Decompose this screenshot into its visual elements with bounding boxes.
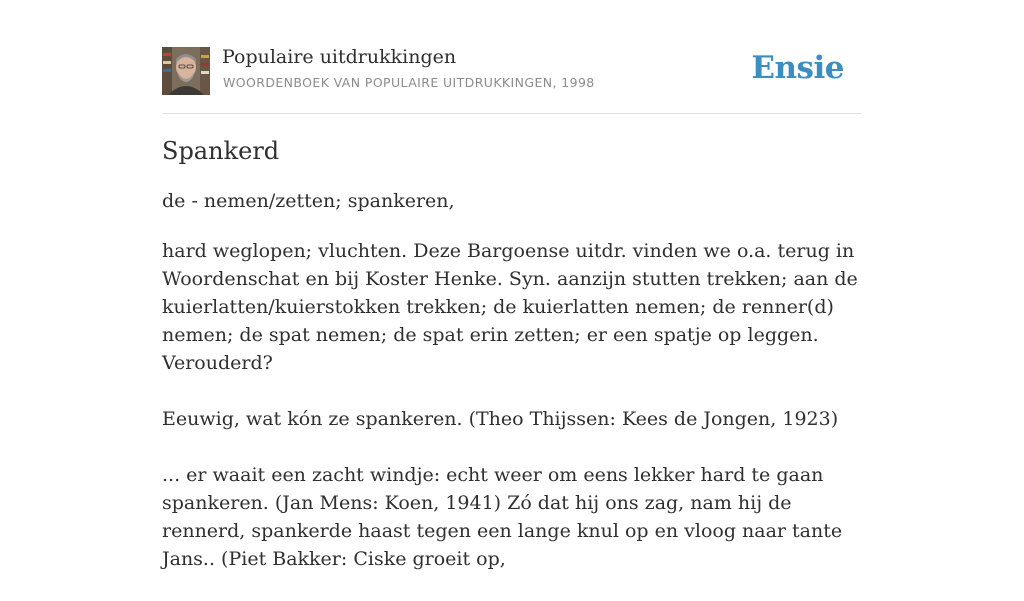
entry-paragraph-quote-1: Eeuwig, wat kón ze spankeren. (Theo Thijssen: Kees de Jongen, 1923) <box>162 408 839 430</box>
entry-summary: de - nemen/zetten; spankeren, <box>162 190 455 212</box>
entry-title: Spankerd <box>162 137 280 165</box>
entry-body <box>162 237 862 601</box>
source-header <box>162 0 862 114</box>
page <box>162 0 862 570</box>
source-title[interactable]: Populaire uitdrukkingen <box>222 46 457 68</box>
entry-paragraph-definition: hard weglopen; vluchten. Deze Bargoense uitdr. vinden we o.a. terug in Woordenschat en bij Koster Henke. Syn. aanzijn stutten trekken; aan de kuierlatten/kuierstokken trekken; de kuierlatten nemen; de renner(d) nemen; de spat nemen; de spat erin zetten; er een spatje op leggen. Verouderd? <box>162 240 858 374</box>
ensie-logo-link[interactable]: Ensie <box>751 50 844 86</box>
entry-paragraph-quote-2: ... er waait een zacht windje: echt weer om eens lekker hard te gaan spankeren. (Jan Mens: Koen, 1941) Zó dat hij ons zag, nam hij de rennerd, spankerde haast tegen een lange knul op en vloog naar tante Jans.. (Piet Bakker: Ciske groeit op, <box>162 464 843 570</box>
author-avatar[interactable] <box>162 47 210 95</box>
author-photo-icon <box>162 47 210 95</box>
source-subtitle: WOORDENBOEK VAN POPULAIRE UITDRUKKINGEN, 1998 <box>223 75 595 90</box>
